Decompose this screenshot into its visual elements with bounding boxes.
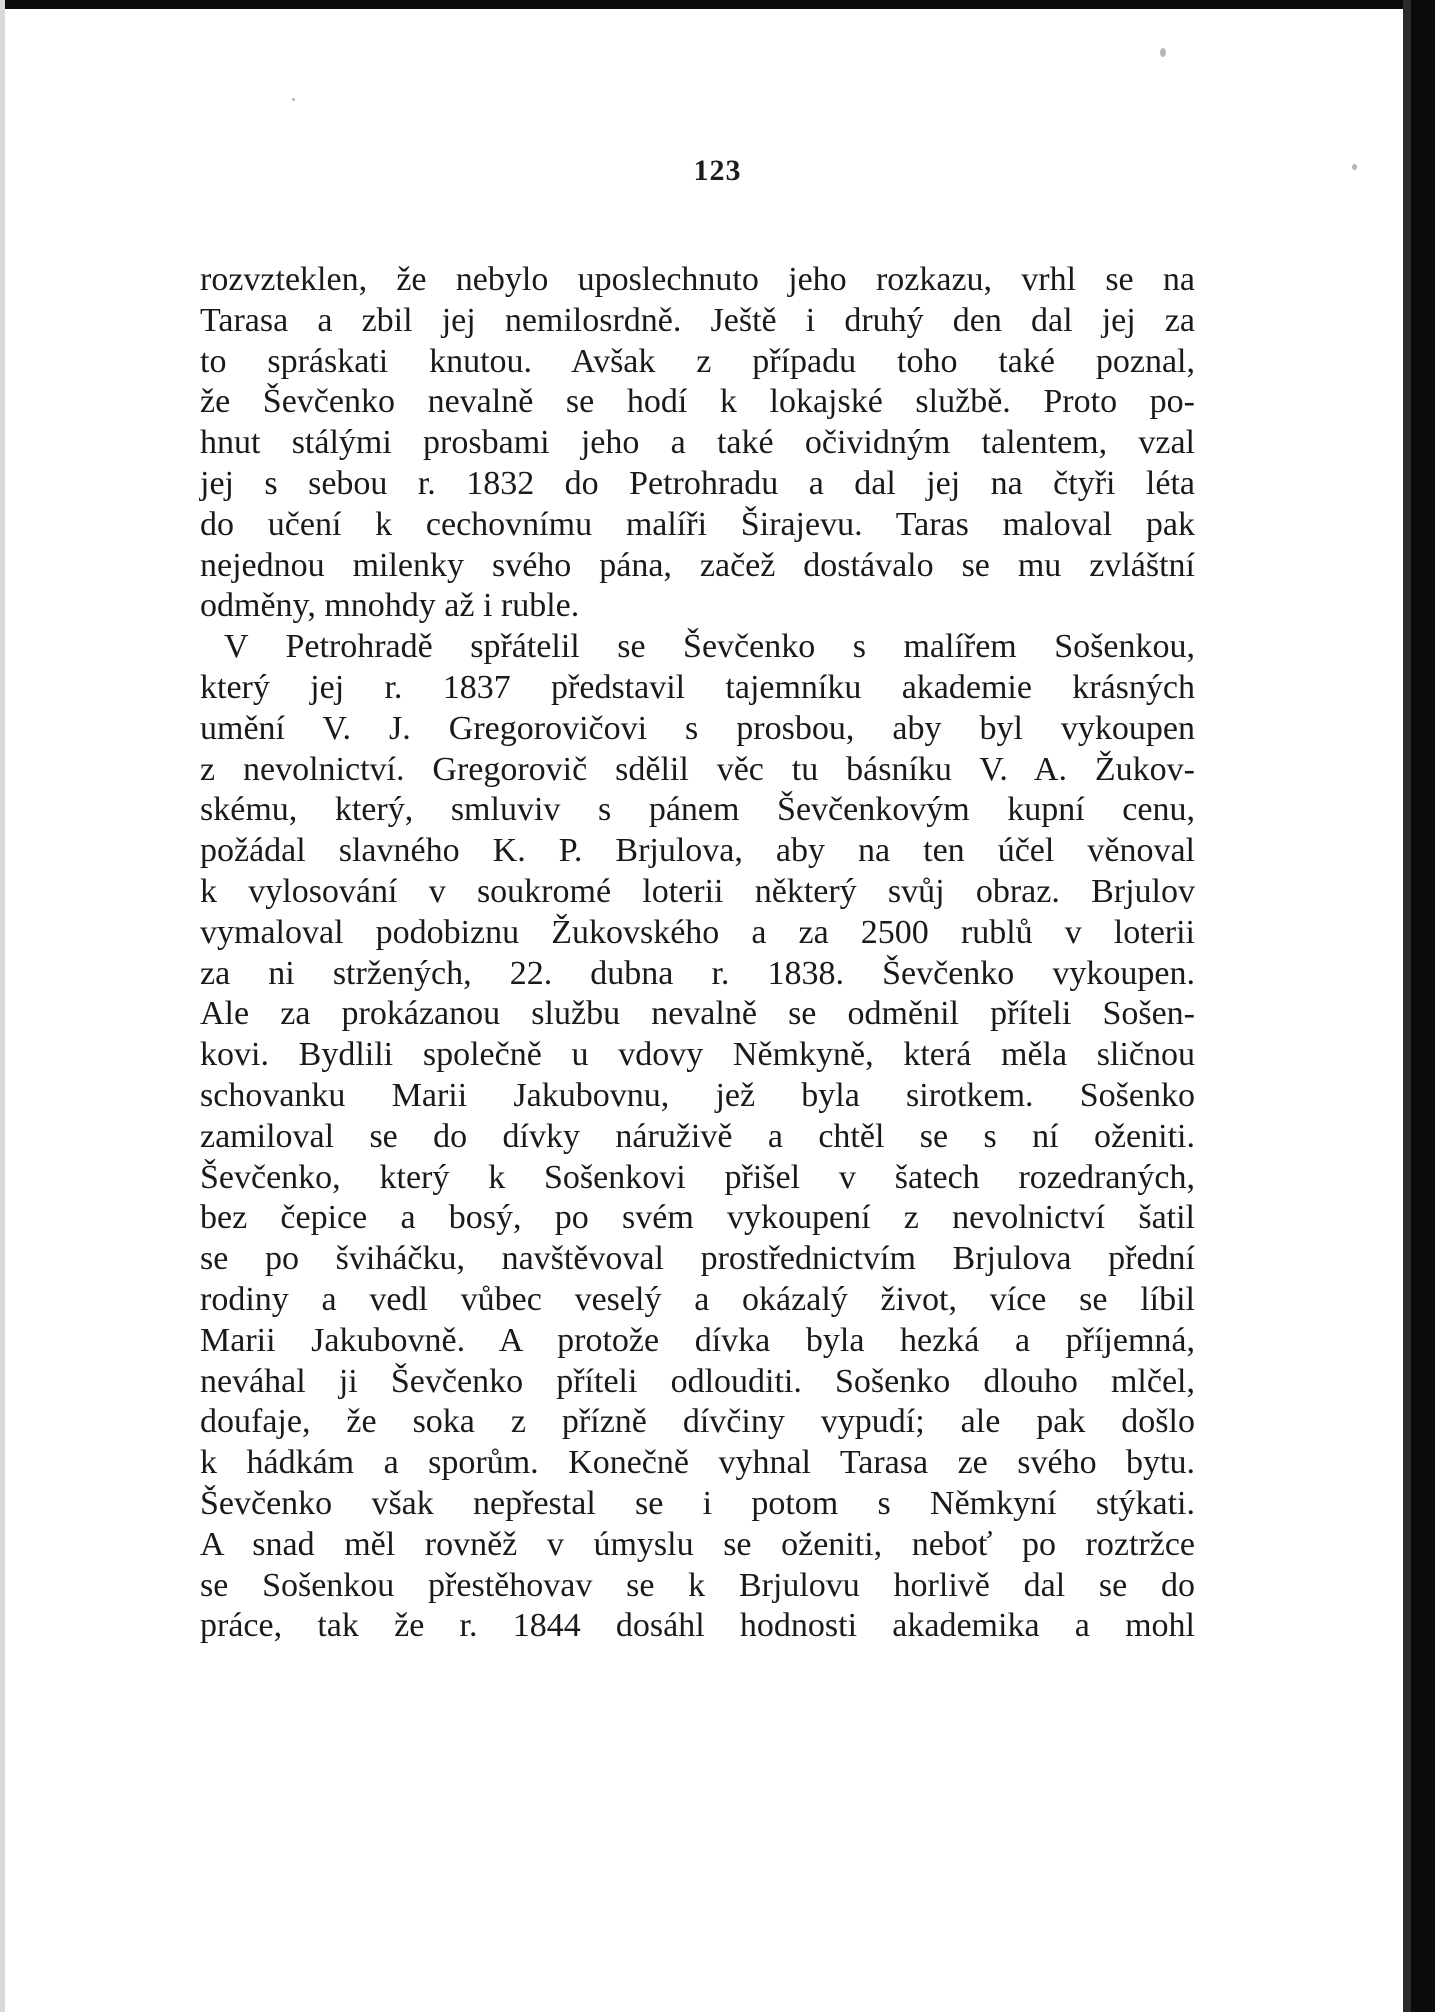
text-line: k vylosování v soukromé loterii některý svůj obraz. Brjulov: [200, 872, 1195, 910]
text-line: Ševčenko, který k Sošenkovi přišel v šatech rozedraných,: [200, 1158, 1195, 1196]
text-line: A snad měl rovněž v úmyslu se oženiti, neboť po roztržce: [200, 1525, 1195, 1563]
text-line: odměny, mnohdy až i ruble.: [200, 587, 580, 625]
page-number: 123: [693, 154, 742, 187]
text-line: doufaje, že soka z přízně dívčiny vypudí; ale pak došlo: [200, 1403, 1195, 1441]
scan-border-top: [0, 0, 1435, 9]
text-line: požádal slavného K. P. Brjulova, aby na ten účel věnoval: [200, 832, 1195, 870]
text-line: který jej r. 1837 představil tajemníku akademie krásných: [200, 668, 1195, 706]
text-line: hnut stálými prosbami jeho a také očividným talentem, vzal: [200, 424, 1195, 462]
text-line: Marii Jakubovně. A protože dívka byla hezká a příjemná,: [200, 1321, 1195, 1359]
text-line: z nevolnictví. Gregorovič sdělil věc tu básníku V. A. Žukov-: [200, 750, 1195, 788]
text-line: za ni stržených, 22. dubna r. 1838. Ševčenko vykoupen.: [200, 954, 1195, 992]
scan-border-left: [0, 0, 5, 2012]
text-line: rodiny a vedl vůbec veselý a okázalý život, více se líbil: [200, 1280, 1195, 1318]
text-line: Ale za prokázanou službu nevalně se odměnil příteli Sošen-: [200, 995, 1195, 1033]
text-line: k hádkám a sporům. Konečně vyhnal Tarasa ze svého bytu.: [200, 1444, 1195, 1482]
text-line: zamiloval se do dívky náruživě a chtěl se s ní oženiti.: [200, 1117, 1195, 1155]
scan-border-right: [1411, 0, 1435, 2012]
scan-speck: [292, 98, 295, 101]
text-line: práce, tak že r. 1844 dosáhl hodnosti akademika a mohl: [200, 1607, 1195, 1645]
text-line: to spráskati knutou. Avšak z případu toho také poznal,: [200, 342, 1195, 380]
text-line: jej s sebou r. 1832 do Petrohradu a dal jej na čtyři léta: [200, 464, 1195, 502]
text-line: kovi. Bydlili společně u vdovy Němkyně, která měla sličnou: [200, 1036, 1195, 1074]
text-line: schovanku Marii Jakubovnu, jež byla sirotkem. Sošenko: [200, 1076, 1195, 1114]
scan-border-right-shadow: [1403, 0, 1411, 2012]
text-line: bez čepice a bosý, po svém vykoupení z nevolnictví šatil: [200, 1199, 1195, 1237]
text-line: do učení k cechovnímu malíři Širajevu. Taras maloval pak: [200, 505, 1195, 543]
text-line: skému, který, smluviv s pánem Ševčenkovým kupní cenu,: [200, 791, 1195, 829]
text-line: se Sošenkou přestěhovav se k Brjulovu horlivě dal se do: [200, 1566, 1195, 1604]
text-line: V Petrohradě spřátelil se Ševčenko s malířem Sošenkou,: [224, 628, 1195, 666]
text-line: vymaloval podobiznu Žukovského a za 2500 rublů v loterii: [200, 913, 1195, 951]
scan-speck: [1160, 48, 1166, 57]
body-text: [200, 260, 1195, 1647]
text-line: se po šviháčku, navštěvoval prostřednictvím Brjulova přední: [200, 1240, 1195, 1278]
text-line: že Ševčenko nevalně se hodí k lokajské službě. Proto po-: [200, 383, 1195, 421]
text-line: Tarasa a zbil jej nemilosrdně. Ještě i druhý den dal jej za: [200, 301, 1195, 339]
text-line: neváhal ji Ševčenko příteli odlouditi. Sošenko dlouho mlčel,: [200, 1362, 1195, 1400]
text-line: rozvzteklen, že nebylo uposlechnuto jeho rozkazu, vrhl se na: [200, 261, 1195, 298]
text-line: umění V. J. Gregorovičovi s prosbou, aby byl vykoupen: [200, 709, 1195, 747]
text-line: Ševčenko však nepřestal se i potom s Němkyní stýkati.: [200, 1484, 1195, 1522]
text-line: nejednou milenky svého pána, začež dostávalo se mu zvláštní: [200, 546, 1195, 584]
